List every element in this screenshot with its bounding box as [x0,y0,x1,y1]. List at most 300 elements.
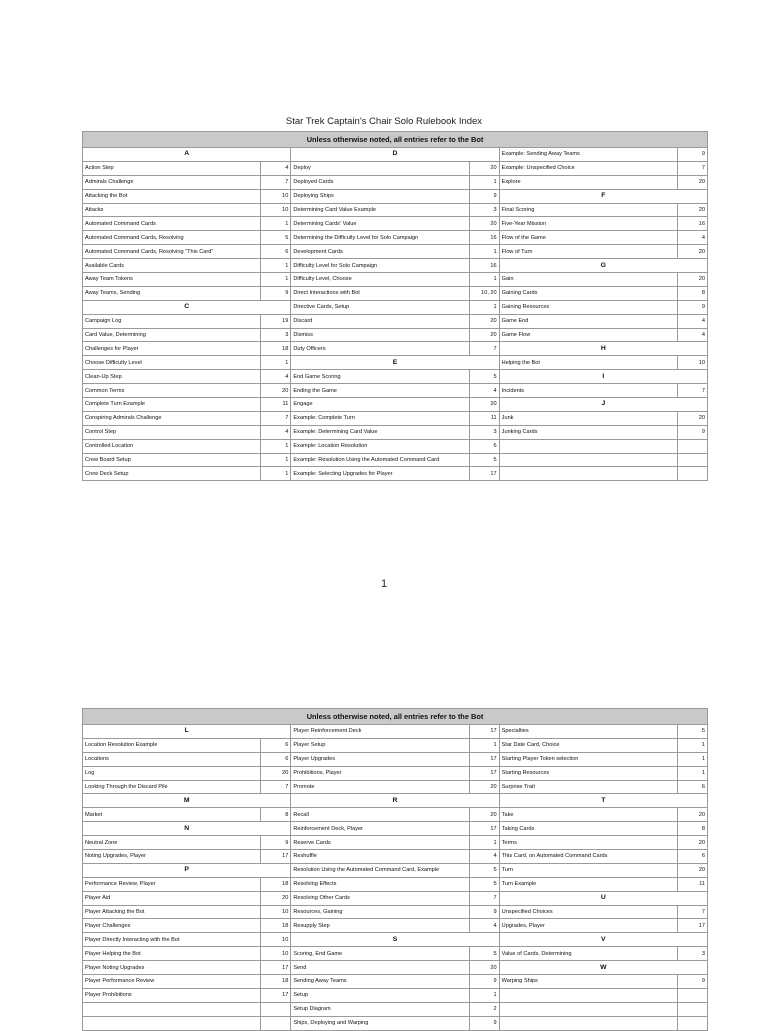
index-entry: Starting Player Token selection [499,752,677,766]
index-entry [499,439,677,453]
index-entry: Attacking the Bot [83,189,261,203]
index-entry: Duty Officers [291,342,469,356]
table-row [83,231,708,245]
page-ref: 11 [677,877,707,891]
page-ref: 3 [469,425,499,439]
page-ref: 16 [469,259,499,273]
index-entry: Crew Board Setup [83,453,261,467]
page-ref: 10, 20 [469,286,499,300]
page-ref: 1 [469,836,499,850]
table-row [83,905,708,919]
index-table-top [82,131,708,481]
page-ref [261,1016,291,1030]
page-ref: 11 [261,398,291,412]
table-row [83,259,708,273]
table-row [83,148,708,162]
index-entry: Flow of Turn [499,245,677,259]
page-ref: 10 [261,933,291,947]
index-entry: Resolving Other Cards [291,891,469,905]
index-entry: Player Setup [291,738,469,752]
index-entry: Card Value, Determining [83,328,261,342]
index-entry: Dismiss [291,328,469,342]
table-row [83,808,708,822]
table-banner [83,132,708,148]
index-entry: Example: Sending Away Teams [499,148,677,162]
page-ref [677,1002,707,1016]
page-ref: 1 [677,738,707,752]
index-entry: End Game Scoring [291,370,469,384]
page-ref: 9 [677,300,707,314]
section-letter: G [499,259,707,273]
page-ref: 1 [677,752,707,766]
index-entry: Junking Cards [499,425,677,439]
page-ref: 1 [261,217,291,231]
page-ref: 20 [469,161,499,175]
page-ref: 19 [261,314,291,328]
page-ref: 6 [469,439,499,453]
page-ref: 9 [677,975,707,989]
table-row [83,370,708,384]
page-ref [677,988,707,1002]
page-ref: 20 [677,411,707,425]
table-row [83,891,708,905]
index-entry: Sending Away Teams [291,975,469,989]
index-entry: Game End [499,314,677,328]
table-row [83,947,708,961]
table-banner [83,709,708,725]
table-row [83,439,708,453]
index-entry [499,988,677,1002]
table-row [83,822,708,836]
page-ref: 1 [469,175,499,189]
page-ref [677,439,707,453]
index-entry: Development Cards [291,245,469,259]
index-entry: Crew Deck Setup [83,467,261,481]
index-entry: Attacks [83,203,261,217]
page-ref: 5 [469,877,499,891]
page-ref: 7 [677,905,707,919]
index-entry: Controlled Location [83,439,261,453]
section-letter: A [83,148,291,162]
page-ref: 3 [469,203,499,217]
table-row [83,725,708,739]
page-ref: 10 [261,189,291,203]
page-ref: 4 [677,328,707,342]
page-ref: 6 [261,752,291,766]
index-entry: Example: Selecting Upgrades for Player [291,467,469,481]
table-row [83,738,708,752]
page-ref: 4 [469,384,499,398]
index-entry [83,1002,261,1016]
table-row [83,286,708,300]
page-ref: 17 [469,725,499,739]
table-row [83,384,708,398]
table-row [83,273,708,287]
table-row [83,836,708,850]
page-ref: 8 [261,808,291,822]
page-number: 1 [380,578,388,590]
table-row [83,328,708,342]
index-entry: Location Resolution Example [83,738,261,752]
index-entry: Action Step [83,161,261,175]
page-ref: 1 [261,273,291,287]
page-ref: 9 [469,905,499,919]
index-entry: Player Prohibitions [83,988,261,1002]
page-ref: 20 [469,780,499,794]
section-letter: S [291,933,499,947]
section-letter: V [499,933,707,947]
index-entry: Taking Cards [499,822,677,836]
page-ref: 8 [677,286,707,300]
index-entry: Complete Turn Example [83,398,261,412]
page-ref: 18 [261,919,291,933]
index-entry: Star Date Card, Choice [499,738,677,752]
index-entry: Final Scoring [499,203,677,217]
index-entry: Example: Resolution Using the Automated Command Card [291,453,469,467]
page-ref: 4 [261,370,291,384]
table-row [83,189,708,203]
index-entry: Market [83,808,261,822]
index-entry [83,1016,261,1030]
index-entry: Setup Diagram [291,1002,469,1016]
page-ref: 20 [469,314,499,328]
index-entry: Reinforcement Deck, Player [291,822,469,836]
index-entry: Player Attacking the Bot [83,905,261,919]
index-entry: Deploy [291,161,469,175]
index-entry: Resupply Step [291,919,469,933]
page-ref: 17 [261,850,291,864]
page-ref: 5 [469,370,499,384]
index-entry: Campaign Log [83,314,261,328]
page-ref: 18 [261,975,291,989]
index-entry [499,1002,677,1016]
index-entry: Helping the Bot [499,356,677,370]
page-ref: 2 [469,1002,499,1016]
table-row [83,356,708,370]
page-ref: 4 [261,161,291,175]
page-ref: 1 [469,273,499,287]
index-entry: Control Step [83,425,261,439]
section-letter: I [499,370,707,384]
page-ref: 1 [677,766,707,780]
page-ref: 1 [261,439,291,453]
table-row [83,766,708,780]
index-entry: Gaining Cards [499,286,677,300]
index-entry: Admirals Challenge [83,175,261,189]
table-row [83,961,708,975]
table-row [83,398,708,412]
page-ref: 9 [677,425,707,439]
page-ref: 6 [677,850,707,864]
page-ref: 16 [677,217,707,231]
page-ref [261,1002,291,1016]
page-ref: 1 [261,356,291,370]
page-ref: 20 [261,766,291,780]
table-row [83,752,708,766]
index-entry: Resolving Effects [291,877,469,891]
table-row [83,467,708,481]
section-letter: N [83,822,291,836]
index-entry: Resources, Gaining [291,905,469,919]
index-entry: Determining the Difficulty Level for Solo Campaign [291,231,469,245]
page-ref: 7 [261,780,291,794]
index-entry: Setup [291,988,469,1002]
index-entry: Player Helping the Bot [83,947,261,961]
index-entry: Player Reinforcement Deck [291,725,469,739]
page-ref: 1 [261,259,291,273]
index-entry: Example: Location Resolution [291,439,469,453]
index-entry: Prohibitions, Player [291,766,469,780]
section-letter: H [499,342,707,356]
page-ref: 1 [261,453,291,467]
table-row [83,203,708,217]
index-entry: Directive Cards, Setup [291,300,469,314]
table-row [83,877,708,891]
table-row [83,919,708,933]
table-row [83,342,708,356]
table-row [83,933,708,947]
page-ref: 17 [261,988,291,1002]
index-entry: Ending the Game [291,384,469,398]
index-entry: Take [499,808,677,822]
page-ref: 5 [677,725,707,739]
index-entry: Challenges for Player [83,342,261,356]
index-entry: Example: Unspecified Choice [499,161,677,175]
page-ref: 5 [469,947,499,961]
page-ref: 9 [261,836,291,850]
index-entry [499,1016,677,1030]
page-ref: 20 [677,863,707,877]
index-entry: Upgrades, Player [499,919,677,933]
index-entry: Warping Ships [499,975,677,989]
section-letter: J [499,398,707,412]
page-ref: 7 [677,161,707,175]
index-entry: Example: Complete Turn [291,411,469,425]
index-entry: Surprise Trait [499,780,677,794]
banner-text: Unless otherwise noted, all entries refer to the Bot [83,132,708,148]
section-letter: C [83,300,291,314]
page-ref: 9 [469,189,499,203]
page-ref: 8 [677,822,707,836]
index-entry: Common Terms [83,384,261,398]
index-entry: Determining Card Value Example [291,203,469,217]
page-ref: 17 [469,822,499,836]
table-row [83,850,708,864]
index-entry: Recall [291,808,469,822]
index-entry: Example: Determining Card Value [291,425,469,439]
page-ref: 17 [677,919,707,933]
index-entry: Available Cards [83,259,261,273]
index-entry: Turn [499,863,677,877]
page-ref: 20 [469,328,499,342]
banner-text: Unless otherwise noted, all entries refer to the Bot [83,709,708,725]
page-ref: 20 [677,808,707,822]
page-ref: 6 [677,780,707,794]
index-entry: Engage [291,398,469,412]
table-row [83,453,708,467]
index-entry: Automated Command Cards [83,217,261,231]
page-ref: 16 [469,231,499,245]
index-entry: Unspecified Choices [499,905,677,919]
section-letter: F [499,189,707,203]
section-letter: U [499,891,707,905]
index-entry: Difficulty Level, Choose [291,273,469,287]
table-row [83,161,708,175]
page-ref: 1 [469,738,499,752]
index-entry: Turn Example [499,877,677,891]
index-entry: Performance Review, Player [83,877,261,891]
index-entry: Explore [499,175,677,189]
index-entry: Junk [499,411,677,425]
index-entry: Automated Command Cards, Resolving [83,231,261,245]
index-entry: Scoring, End Game [291,947,469,961]
page-ref: 4 [677,314,707,328]
index-entry: Starting Resources [499,766,677,780]
index-entry: Direct Interactions with Bot [291,286,469,300]
section-letter: D [291,148,499,162]
index-entry: Clean-Up Step [83,370,261,384]
page-ref: 7 [469,891,499,905]
index-entry: Away Team Tokens [83,273,261,287]
page-ref: 20 [677,245,707,259]
index-entry: Deployed Cards [291,175,469,189]
page-ref [677,1016,707,1030]
table-row [83,863,708,877]
page-ref: 20 [677,273,707,287]
index-entry: Player Challenges [83,919,261,933]
page-ref: 18 [261,342,291,356]
index-entry: Player Aid [83,891,261,905]
table-row [83,1002,708,1016]
page-ref: 17 [469,752,499,766]
section-letter: T [499,794,707,808]
index-entry: Looking Through the Discard Pile [83,780,261,794]
page-ref: 5 [469,863,499,877]
page-ref: 20 [469,808,499,822]
page-ref: 20 [677,203,707,217]
table-row [83,975,708,989]
index-entry [499,467,677,481]
table-row [83,245,708,259]
table-row [83,425,708,439]
index-entry: Away Teams, Sending [83,286,261,300]
page-ref: 3 [261,328,291,342]
index-entry: Gain [499,273,677,287]
page-ref: 3 [677,947,707,961]
index-entry: Five-Year Mission [499,217,677,231]
index-entry: Gaining Resources [499,300,677,314]
index-entry: Player Noting Upgrades [83,961,261,975]
index-entry: Promote [291,780,469,794]
index-entry: Neutral Zone [83,836,261,850]
index-entry: Automated Command Cards, Resolving "This Card" [83,245,261,259]
page-ref: 7 [261,411,291,425]
table-row [83,988,708,1002]
page-ref: 1 [469,245,499,259]
page-title: Star Trek Captain's Chair Solo Rulebook Index [285,116,483,127]
page-ref: 10 [261,203,291,217]
index-entry: Game Flow [499,328,677,342]
section-letter: R [291,794,499,808]
page-ref: 9 [469,975,499,989]
index-entry: Deploying Ships [291,189,469,203]
section-letter: E [291,356,499,370]
page-ref: 20 [677,836,707,850]
page-ref: 20 [677,175,707,189]
index-entry: Player Performance Review [83,975,261,989]
table-row [83,314,708,328]
index-entry: Value of Cards, Determining [499,947,677,961]
page-ref: 7 [677,384,707,398]
index-entry: Determining Cards' Value [291,217,469,231]
page-ref [677,453,707,467]
page-ref: 18 [261,877,291,891]
page-ref: 20 [469,217,499,231]
page-ref: 6 [261,245,291,259]
index-entry: Noting Upgrades, Player [83,850,261,864]
index-entry: This Card, on Automated Command Cards [499,850,677,864]
index-entry: Locations [83,752,261,766]
table-row [83,217,708,231]
page-ref: 20 [261,384,291,398]
index-entry: Send [291,961,469,975]
index-entry: Player Upgrades [291,752,469,766]
page-ref: 17 [261,961,291,975]
page-ref: 5 [469,453,499,467]
index-entry: Reshuffle [291,850,469,864]
page-ref: 10 [261,947,291,961]
page-ref: 4 [469,850,499,864]
page-ref: 20 [261,891,291,905]
index-table-bottom [82,708,708,1031]
table-row [83,1016,708,1030]
page-ref: 1 [469,300,499,314]
table-row [83,794,708,808]
index-entry: Player Directly Interacting with the Bot [83,933,261,947]
table-row [83,175,708,189]
page-ref: 9 [261,286,291,300]
section-letter: L [83,725,291,739]
index-entry: Conspiring Admirals Challenge [83,411,261,425]
section-letter: P [83,863,291,877]
index-entry [499,453,677,467]
page-ref: 17 [469,467,499,481]
index-entry: Specialties [499,725,677,739]
table-row [83,780,708,794]
page-ref: 10 [261,905,291,919]
page-ref: 17 [469,766,499,780]
page-ref: 20 [469,961,499,975]
page-ref: 6 [261,738,291,752]
table-row [83,300,708,314]
page-ref: 4 [677,231,707,245]
index-entry: Resolution Using the Automated Command Card, Example [291,863,469,877]
index-entry: Difficulty Level for Solo Campaign [291,259,469,273]
page-ref: 7 [469,342,499,356]
page-ref: 1 [261,467,291,481]
page-ref: 1 [469,988,499,1002]
page-ref: 9 [469,1016,499,1030]
page-ref: 20 [469,398,499,412]
index-entry: Incidents [499,384,677,398]
index-entry: Choose Difficulty Level [83,356,261,370]
page-ref: 10 [677,356,707,370]
index-entry: Terms [499,836,677,850]
section-letter: M [83,794,291,808]
page-ref: 5 [261,231,291,245]
page-ref [677,467,707,481]
section-letter: W [499,961,707,975]
